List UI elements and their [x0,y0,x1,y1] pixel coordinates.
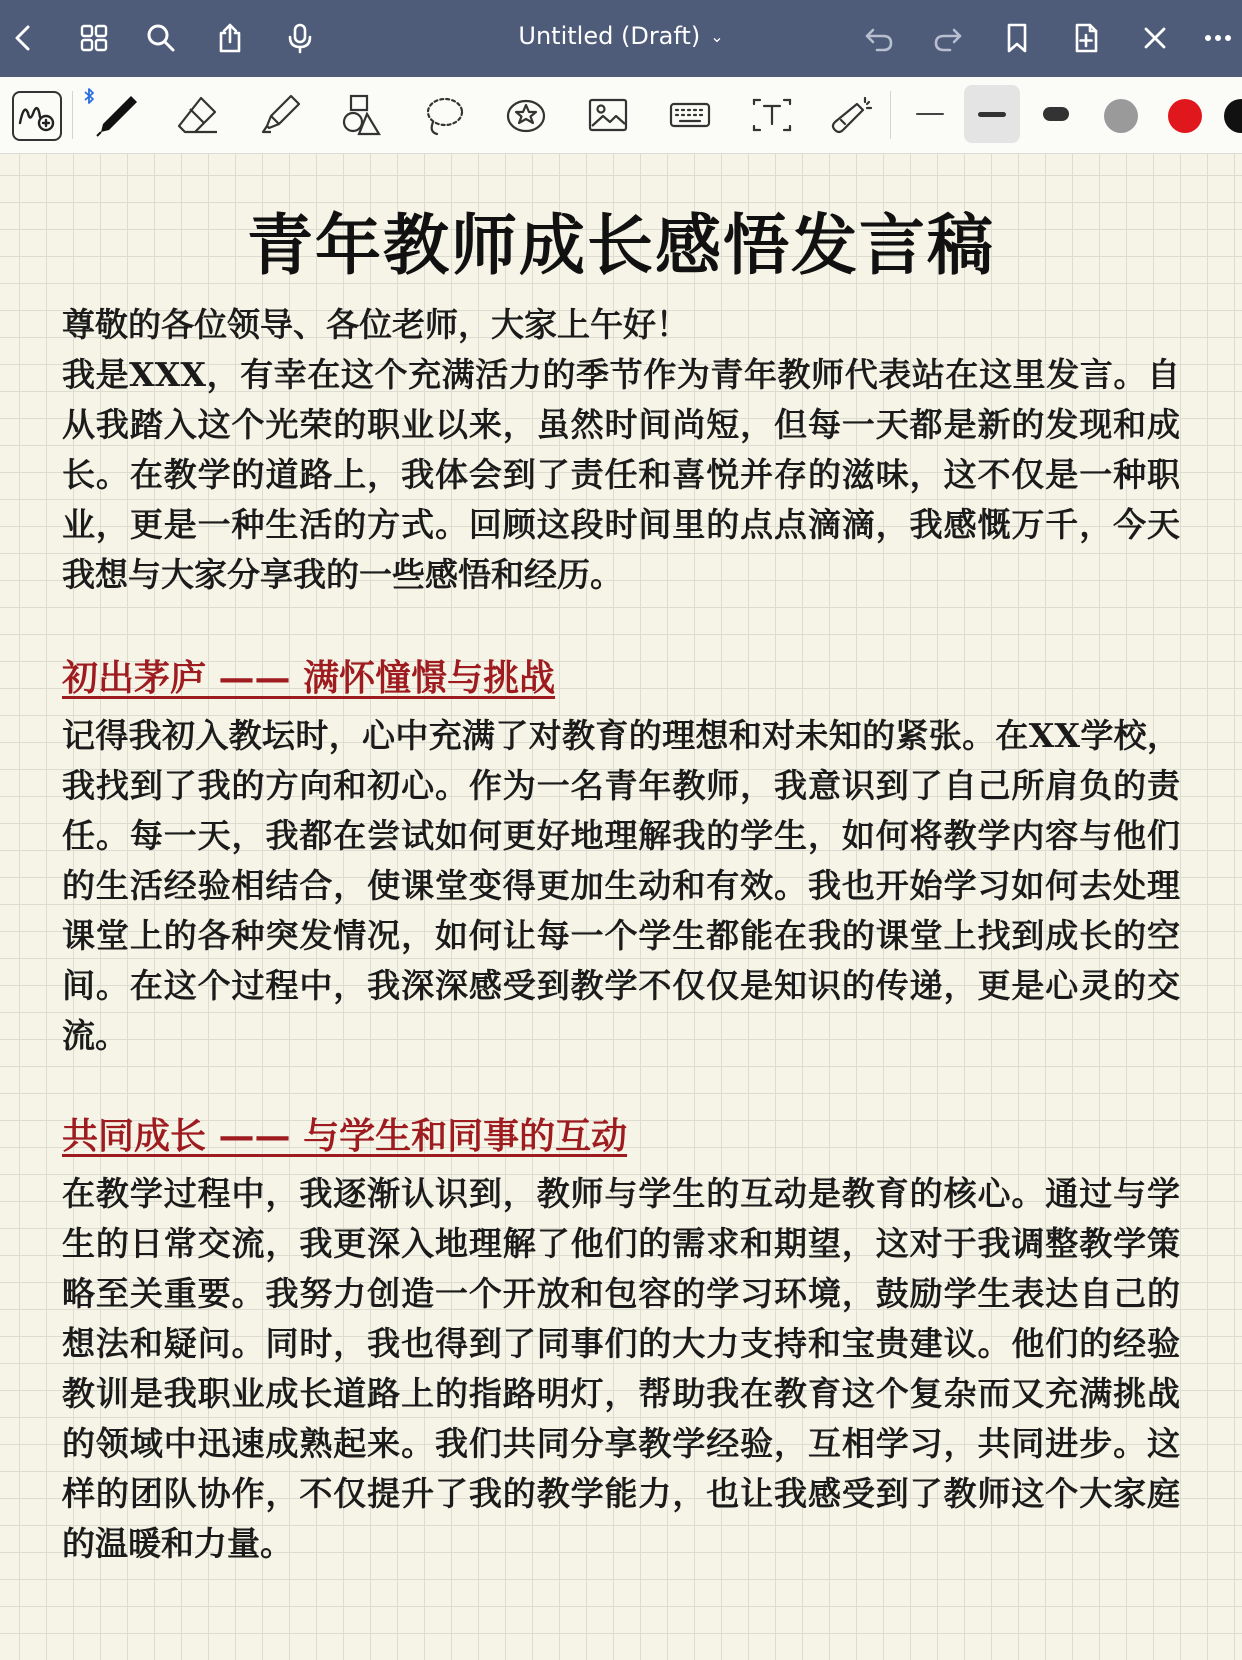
lasso-icon[interactable] [418,89,470,141]
document-title: Untitled (Draft) [518,22,701,50]
top-bar [0,0,1242,77]
section-body: 在教学过程中，我逐渐认识到，教师与学生的互动是教育的核心。通过与学生的日常交流，我更深入地理解了他们的需求和期望，这对于我调整教学策略至关重要。我努力创造一个开放和包容的学习环境，鼓励学生表达自己的想法和疑问。同时，我也得到了同事们的大力支持和宝贵建议。他们的经验教训是我职业成长道路上的指路明灯，帮助我在教育这个复杂而又充满挑战的领域中迅速成熟起来。我们共同分享教学经验，互相学习，共同进步。这样的团队协作，不仅提升了我的教学能力，也让我感受到了教师这个大家庭的温暖和力量。 [62,1174,1180,1563]
color-swatch-black[interactable] [1224,99,1242,133]
close-icon[interactable] [1131,14,1179,62]
handwriting-icon[interactable] [12,91,62,141]
document-heading: 青年教师成长感悟发言稿 [247,207,995,284]
highlighter-icon[interactable] [254,89,306,141]
redo-icon[interactable] [924,14,972,62]
toolbar-divider [890,91,891,139]
stroke-thick-option[interactable] [1028,85,1084,143]
sticker-icon[interactable] [500,89,552,141]
undo-icon[interactable] [855,14,903,62]
text-box-icon[interactable] [746,89,798,141]
color-swatch-gray[interactable] [1104,99,1138,133]
intro-paragraph: 我是XXX，有幸在这个充满活力的季节作为青年教师代表站在这里发言。自从我踏入这个光荣的职业以来，虽然时间尚短，但每一天都是新的发现和成长。在教学的道路上，我体会到了责任和喜悦并存的滋味，这不仅是一种职业，更是一种生活的方式。回顾这段时间里的点点滴滴，我感慨万千，今天我想与大家分享我的一些感悟和经历。 [62,355,1180,594]
eraser-icon[interactable] [172,89,224,141]
stroke-thin-option[interactable] [902,85,958,143]
bookmark-icon[interactable] [993,14,1041,62]
section-title: 共同成长 —— 与学生和同事的互动 [62,1115,628,1157]
add-page-icon[interactable] [1062,14,1110,62]
stroke-medium-option[interactable] [964,85,1020,143]
toolbar-divider [72,91,73,139]
greeting-paragraph: 尊敬的各位领导、各位老师，大家上午好！ [62,305,689,344]
tool-bar [0,77,1242,154]
laser-pointer-icon[interactable] [826,89,878,141]
section-title: 初出茅庐 —— 满怀憧憬与挑战 [62,657,556,699]
notebook-page[interactable] [0,154,1242,1660]
section-body: 记得我初入教坛时，心中充满了对教育的理想和对未知的紧张。在XX学校，我找到了我的方向和初心。作为一名青年教师，我意识到了自己所肩负的责任。每一天，我都在尝试如何更好地理解我的学生，如何将教学内容与他们的生活经验相结合，使课堂变得更加生动和有效。我也开始学习如何去处理课堂上的各种突发情况，如何让每一个学生都能在我的课堂上找到成长的空间。在这个过程中，我深深感受到教学不仅仅是知识的传递，更是心灵的交流。 [62,716,1180,1055]
image-icon[interactable] [582,89,634,141]
shapes-icon[interactable] [336,89,388,141]
more-icon[interactable] [1194,14,1242,62]
color-swatch-red[interactable] [1168,99,1202,133]
keyboard-icon[interactable] [664,89,716,141]
pen-icon[interactable] [90,89,142,141]
chevron-down-icon: ⌄ [710,27,724,46]
document-title-menu[interactable] [0,22,1242,50]
